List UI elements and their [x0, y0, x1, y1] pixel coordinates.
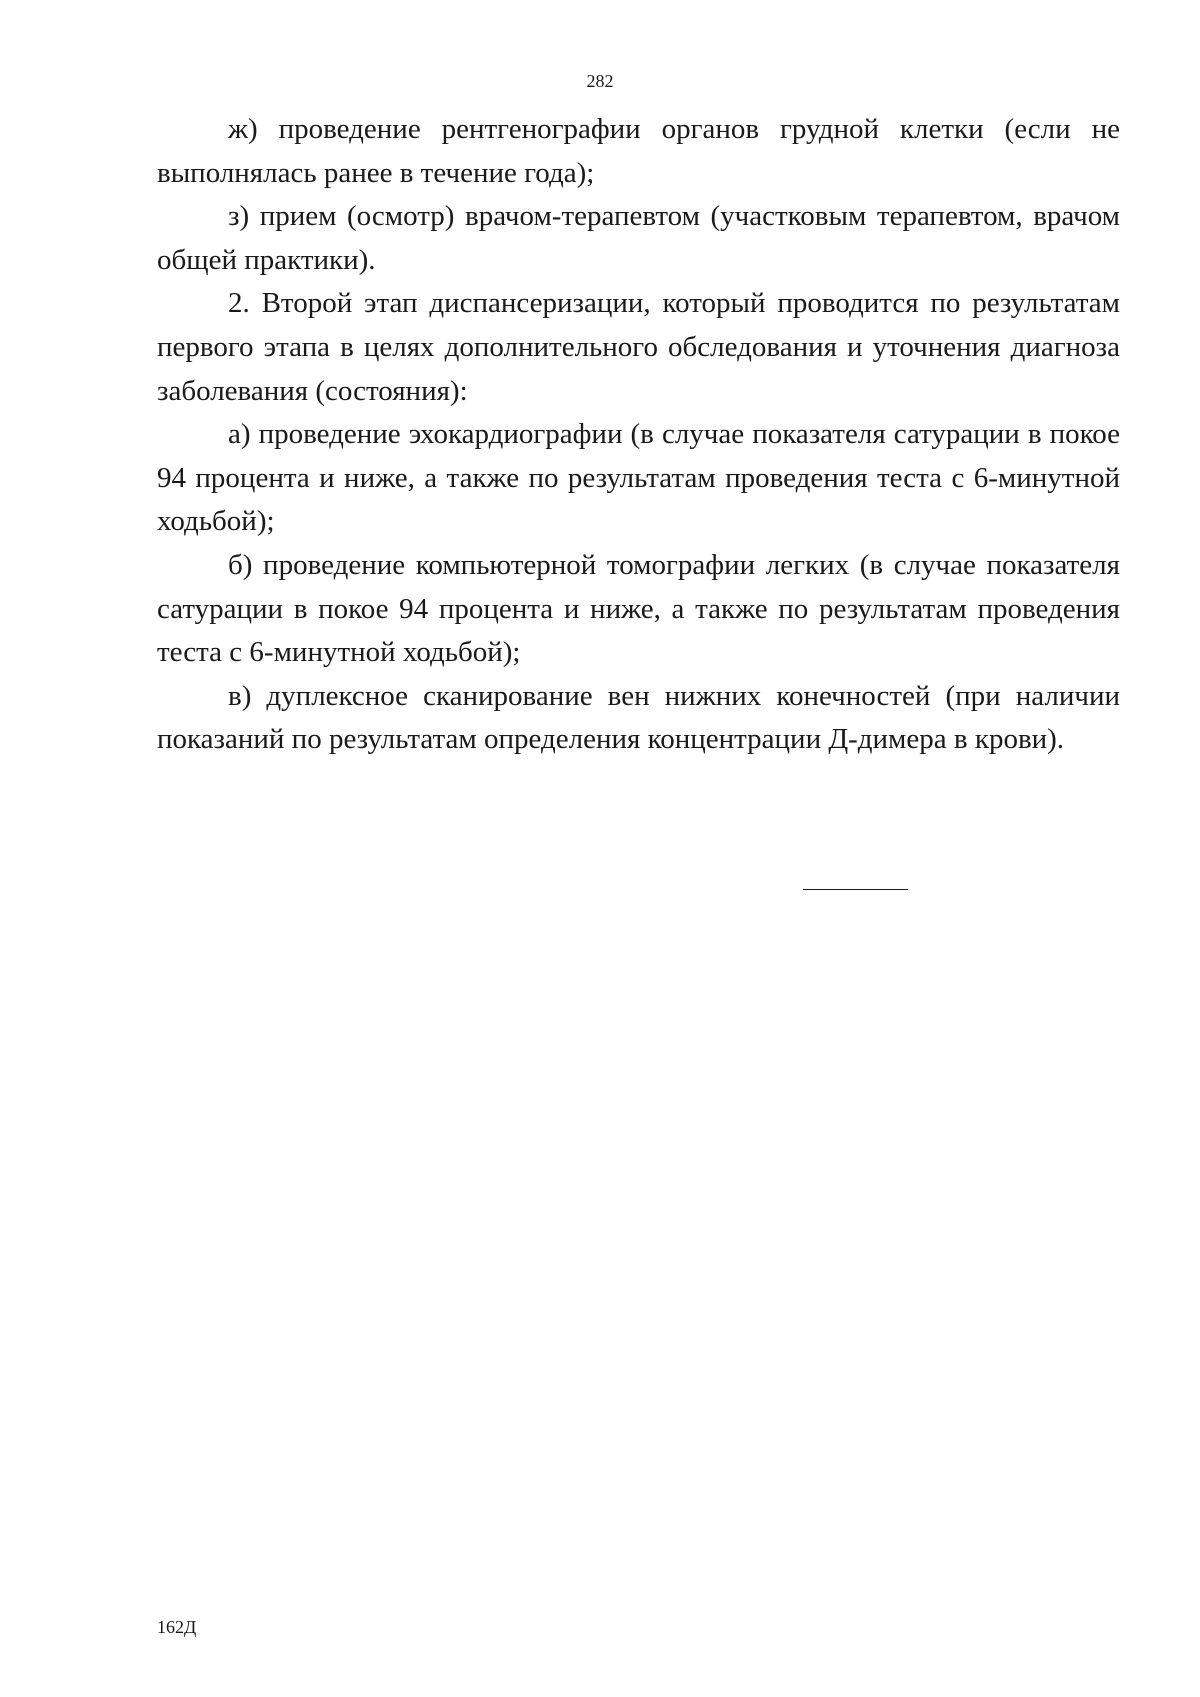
document-body: [157, 108, 1120, 762]
page-number: 282: [586, 71, 614, 91]
paragraph-second-stage: 2. Второй этап диспансеризации, который проводится по результатам первого этапа в целях дополнительного обследования и уточнения диагноза заболевания (состояния):: [157, 287, 1120, 407]
footer-document-code: 162Д: [157, 1617, 197, 1637]
end-of-text-rule: [803, 889, 908, 890]
paragraph-b-lung-ct: б) проведение компьютерной томографии легких (в случае показателя сатурации в покое 94 процента и ниже, а также по результатам проведения теста с 6-минутной ходьбой);: [157, 548, 1120, 669]
paragraph-a-echocardiography: а) проведение эхокардиографии (в случае показателя сатурации в покое 94 процента и ниже, а также по результатам проведения теста с 6-минутной ходьбой);: [157, 418, 1120, 538]
paragraph-z-therapist-exam: з) прием (осмотр) врачом-терапевтом (участковым терапевтом, врачом общей практики).: [157, 200, 1120, 276]
paragraph-v-duplex-scan: в) дуплексное сканирование вен нижних конечностей (при наличии показаний по результатам определения концентрации Д-димера в крови).: [157, 679, 1120, 756]
paragraph-zh-chest-xray: ж) проведение рентгенографии органов грудной клетки (если не выполнялась ранее в течение года);: [157, 113, 1120, 189]
